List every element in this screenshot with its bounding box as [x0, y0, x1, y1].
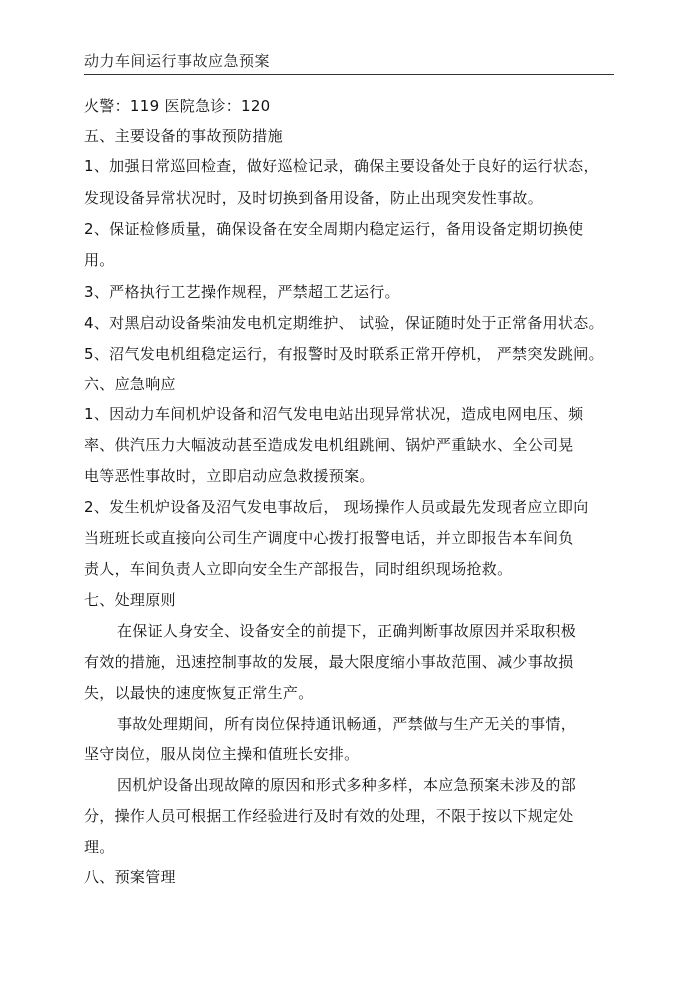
- body-line: 责人，车间负责人立即向安全生产部报告，同时组织现场抢救。: [84, 560, 513, 578]
- body-line: 电等恶性事故时，立即启动应急救援预案。: [84, 467, 375, 485]
- body-line: 分，操作人员可根据工作经验进行及时有效的处理，不限于按以下规定处: [84, 807, 574, 825]
- body-line: 5、沼气发电机组稳定运行，有报警时及时联系正常开停机， 严禁突发跳闸。: [84, 345, 604, 363]
- body-line: 2、保证检修质量，确保设备在安全周期内稳定运行，备用设备定期切换使: [84, 220, 584, 238]
- body-line: 4、对黑启动设备柴油发电机定期维护、 试验，保证随时处于正常备用状态。: [84, 314, 604, 332]
- section-heading-6: 六、应急响应: [84, 375, 176, 393]
- body-line: 率、供汽压力大幅波动甚至造成发电机组跳闸、锅炉严重缺水、全公司晃: [84, 436, 574, 454]
- body-line: 失，以最快的速度恢复正常生产。: [84, 684, 314, 702]
- body-line: 3、严格执行工艺操作规程，严禁超工艺运行。: [84, 283, 400, 301]
- section-heading-5: 五、主要设备的事故预防措施: [84, 127, 283, 145]
- body-line: 事故处理期间，所有岗位保持通讯畅通，严禁做与生产无关的事情，: [117, 715, 577, 733]
- body-line: 2、发生机炉设备及沼气发电事故后， 现场操作人员或最先发现者应立即向: [84, 498, 589, 516]
- body-line: 在保证人身安全、设备安全的前提下，正确判断事故原因并采取积极: [117, 622, 577, 640]
- body-line: 当班班长或直接向公司生产调度中心拨打报警电话，并立即报告本车间负: [84, 529, 574, 547]
- section-heading-8: 八、预案管理: [84, 868, 176, 886]
- body-line: 有效的措施，迅速控制事故的发展，最大限度缩小事故范围、减少事故损: [84, 653, 574, 671]
- body-line: 1、加强日常巡回检查，做好巡检记录，确保主要设备处于良好的运行状态，: [84, 157, 599, 175]
- body-line: 坚守岗位，服从岗位主操和值班长安排。: [84, 745, 360, 763]
- emergency-phone-line: 火警：119 医院急诊：120: [84, 97, 271, 115]
- body-line: 用。: [84, 251, 115, 269]
- body-line: 理。: [84, 838, 115, 856]
- body-line: 发现设备异常状况时，及时切换到备用设备，防止出现突发性事故。: [84, 189, 544, 207]
- section-heading-7: 七、处理原则: [84, 591, 176, 609]
- body-line: 1、因动力车间机炉设备和沼气发电电站出现异常状况，造成电网电压、频: [84, 405, 584, 423]
- page-header-title: 动力车间运行事故应急预案: [84, 52, 271, 70]
- header-divider: [84, 74, 614, 75]
- body-line: 因机炉设备出现故障的原因和形式多种多样，本应急预案未涉及的部: [117, 776, 577, 794]
